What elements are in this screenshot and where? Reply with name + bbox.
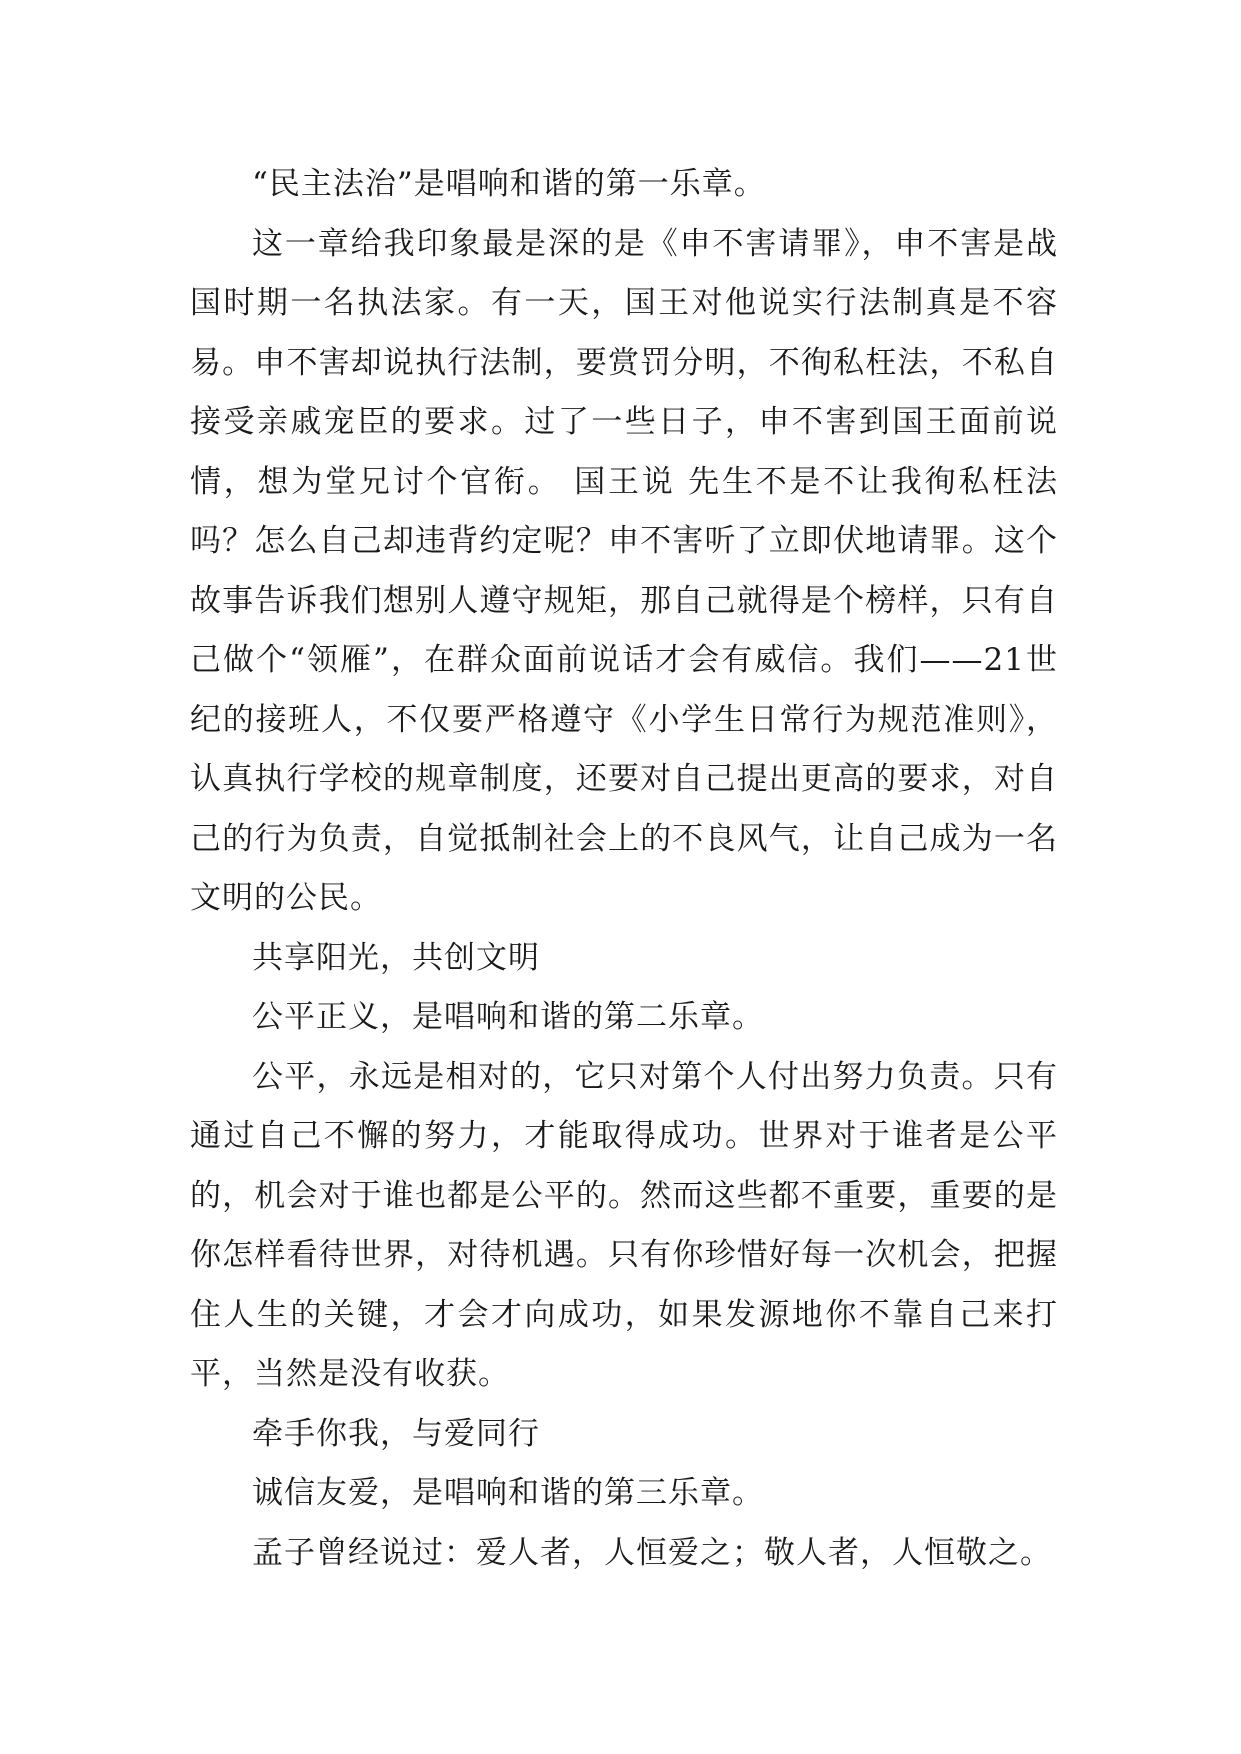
- paragraph-sunshine-heading: 共享阳光，共创文明: [252, 939, 540, 976]
- paragraph-chapter-three-heading: 诚信友爱，是唱响和谐的第三乐章。: [252, 1475, 764, 1511]
- paragraph-fairness: 公平，永远是相对的，它只对第个人付出努力负责。只有通过自己不懈的努力，才能取得成功。世界对于谁者是公平的，机会对于谁也都是公平的。然而这些都不重要，重要的是你怎样看待世界，对待机遇。只有你珍惜好每一次机会，把握住人生的关键，才会才向成功，如果发源地你不靠自己来打平，当然是没有收获。: [190, 1058, 1058, 1392]
- paragraph-shen-buhai-story: 这一章给我印象最是深的是《申不害请罪》，申不害是战国时期一名执法家。有一天，国王对他说实行法制真是不容易。申不害却说执行法制，要赏罚分明，不徇私枉法，不私自接受亲戚宠臣的要求。过了一些日子，申不害到国王面前说情，想为堂兄讨个官衔。 国王说 先生不是不让我徇私枉法吗？怎么自己却违背约定呢？申不害听了立即伏地请罪。这个故事告诉我们想别人遵守规矩，那自己就得是个榜样，只有自己做个“领雁”，在群众面前说话才会有威信。我们——21世纪的接班人，不仅要严格遵守《小学生日常行为规范准则》，认真执行学校的规章制度，还要对自己提出更高的要求，对自己的行为负责，自觉抵制社会上的不良风气，让自己成为一名文明的公民。: [190, 225, 1058, 916]
- document-body: [190, 155, 1058, 1583]
- paragraph-mencius-quote: 孟子曾经说过：爱人者，人恒爱之；敬人者，人恒敬之。: [252, 1534, 1052, 1571]
- paragraph-chapter-one-heading: “民主法治”是唱响和谐的第一乐章。: [252, 166, 766, 202]
- paragraph-love-heading: 牵手你我，与爱同行: [252, 1415, 540, 1452]
- paragraph-chapter-two-heading: 公平正义，是唱响和谐的第二乐章。: [252, 999, 764, 1035]
